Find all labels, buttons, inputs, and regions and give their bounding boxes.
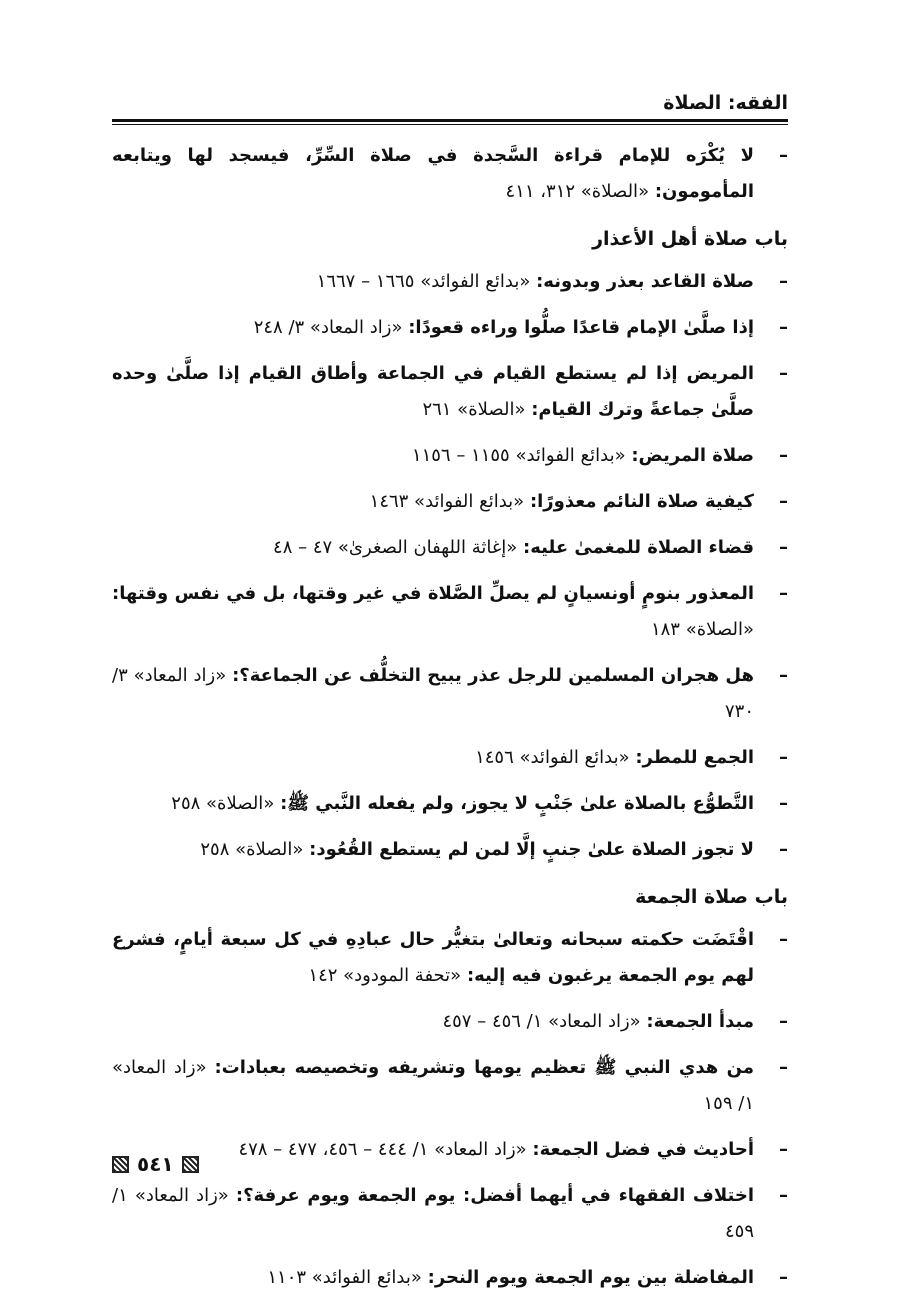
- index-entry: [112, 1260, 788, 1296]
- index-entry: [112, 356, 788, 428]
- index-entry: [112, 484, 788, 520]
- entry-dash: –: [779, 747, 788, 768]
- index-entry: [112, 658, 788, 730]
- entry-dash: –: [779, 929, 788, 950]
- entry-text: إذا صلَّىٰ الإمام قاعدًا صلُّوا وراءه قعودًا:: [408, 317, 754, 338]
- ornament-right-icon: [182, 1156, 199, 1173]
- index-entry: [112, 264, 788, 300]
- entry-text: المفاضلة بين يوم الجمعة ويوم النحر:: [427, 1267, 754, 1288]
- entry-text: المريض إذا لم يستطع القيام في الجماعة وأطاق القيام إذا صلَّىٰ وحده صلَّىٰ جماعةً وترك القيام:: [112, 363, 754, 420]
- entry-reference: «زاد المعاد» ١/ ٤٥٦ – ٤٥٧: [442, 1011, 641, 1032]
- entry-reference: «بدائع الفوائد» ١١٠٣: [267, 1267, 422, 1288]
- entry-text: اختلاف الفقهاء في أيهما أفضل: يوم الجمعة ويوم عرفة؟:: [235, 1185, 754, 1206]
- entry-dash: –: [779, 793, 788, 814]
- entry-reference: «الصلاة» ٣١٢، ٤١١: [505, 181, 650, 202]
- index-body: [112, 138, 788, 1306]
- entry-text: لا يُكْرَه للإمام قراءة السَّجدة في صلاة السِّرِّ، فيسجد لها ويتابعه المأمومون:: [112, 145, 754, 202]
- entry-dash: –: [779, 363, 788, 384]
- entry-reference: «زاد المعاد» ١/ ١٥٩: [112, 1057, 754, 1114]
- index-entry: [112, 1050, 788, 1122]
- header-rule-thin: [112, 124, 788, 125]
- index-entry: [112, 138, 788, 210]
- entry-text: كيفية صلاة النائم معذورًا:: [529, 491, 754, 512]
- entry-reference: «بدائع الفوائد» ١١٥٥ – ١١٥٦: [411, 445, 626, 466]
- entry-reference: «زاد المعاد» ١/ ٤٤٤ – ٤٥٦، ٤٧٧ – ٤٧٨: [238, 1139, 527, 1160]
- ornament-left-icon: [112, 1156, 129, 1173]
- page-number: ٥٤١: [137, 1152, 174, 1176]
- entry-dash: –: [779, 839, 788, 860]
- entry-reference: «زاد المعاد» ٣/ ٢٤٨: [253, 317, 403, 338]
- entry-dash: –: [779, 1267, 788, 1288]
- entry-text: هل هجران المسلمين للرجل عذر يبيح التخلُّف عن الجماعة؟:: [232, 665, 754, 686]
- page-folio: [112, 1152, 199, 1176]
- index-entry: [112, 740, 788, 776]
- entry-text: من هدي النبي ﷺ تعظيم يومها وتشريفه وتخصيصه بعبادات:: [214, 1057, 754, 1078]
- index-entry: [112, 530, 788, 566]
- entry-reference: «زاد المعاد» ١/ ٤٥٩: [112, 1185, 754, 1242]
- entry-reference: «بدائع الفوائد» ١٤٦٣: [369, 491, 525, 512]
- index-entry: [112, 438, 788, 474]
- entry-dash: –: [779, 145, 788, 166]
- running-head: الفقه: الصلاة: [663, 92, 788, 114]
- index-entry: [112, 1132, 788, 1168]
- index-entry: [112, 832, 788, 868]
- entry-reference: «بدائع الفوائد» ١٤٥٦: [475, 747, 630, 768]
- entry-dash: –: [779, 537, 788, 558]
- entry-text: اقْتَضَت حكمته سبحانه وتعالىٰ بتغيُّر حال عبادِهِ في كل سبعة أيامٍ، فشرع لهم يوم الجمعة يرغبون فيه إليه:: [112, 929, 754, 986]
- entry-reference: «تحفة المودود» ١٤٢: [308, 965, 462, 986]
- index-entry: [112, 1178, 788, 1250]
- entry-text: صلاة المريض:: [631, 445, 754, 466]
- index-entry: [112, 922, 788, 994]
- entry-text: مبدأ الجمعة:: [646, 1011, 754, 1032]
- index-entry: [112, 786, 788, 822]
- entry-reference: «إغاثة اللهفان الصغرىٰ» ٤٧ – ٤٨: [273, 537, 518, 558]
- entry-dash: –: [779, 491, 788, 512]
- chapter-heading: باب صلاة أهل الأعذار: [592, 228, 788, 250]
- entry-dash: –: [779, 1011, 788, 1032]
- entry-dash: –: [779, 445, 788, 466]
- entry-dash: –: [779, 1139, 788, 1160]
- entry-reference: «بدائع الفوائد» ١٦٦٥ – ١٦٦٧: [316, 271, 531, 292]
- entry-reference: «الصلاة» ٢٥٨: [200, 839, 304, 860]
- entry-text: صلاة القاعد بعذر وبدونه:: [536, 271, 754, 292]
- entry-dash: –: [779, 1057, 788, 1078]
- entry-reference: «الصلاة» ١٨٣: [650, 619, 754, 640]
- entry-dash: –: [779, 271, 788, 292]
- entry-reference: «الصلاة» ٢٥٨: [171, 793, 275, 814]
- entry-dash: –: [779, 583, 788, 604]
- entry-text: قضاء الصلاة للمغمىٰ عليه:: [523, 537, 754, 558]
- entry-text: المعذور بنومٍ أونسيانٍ لم يصلِّ الصَّلاة في غير وقتها، بل في نفس وقتها:: [112, 583, 754, 604]
- chapter-heading: باب صلاة الجمعة: [635, 886, 788, 908]
- entry-dash: –: [779, 317, 788, 338]
- header-rule-thick: [112, 119, 788, 122]
- index-entry: [112, 576, 788, 648]
- entry-reference: «زاد المعاد» ٣/ ٧٣٠: [112, 665, 754, 722]
- index-entry: [112, 310, 788, 346]
- entry-dash: –: [779, 665, 788, 686]
- entry-text: التَّطوُّع بالصلاة علىٰ جَنْبٍ لا يجوز، ولم يفعله النَّبي ﷺ:: [280, 793, 754, 814]
- entry-text: الجمع للمطر:: [635, 747, 754, 768]
- entry-dash: –: [779, 1185, 788, 1206]
- index-entry: [112, 1004, 788, 1040]
- entry-reference: «الصلاة» ٢٦١: [422, 399, 526, 420]
- entry-text: أحاديث في فضل الجمعة:: [532, 1139, 754, 1160]
- entry-text: لا تجوز الصلاة علىٰ جنبٍ إلَّا لمن لم يستطع القُعُود:: [309, 839, 754, 860]
